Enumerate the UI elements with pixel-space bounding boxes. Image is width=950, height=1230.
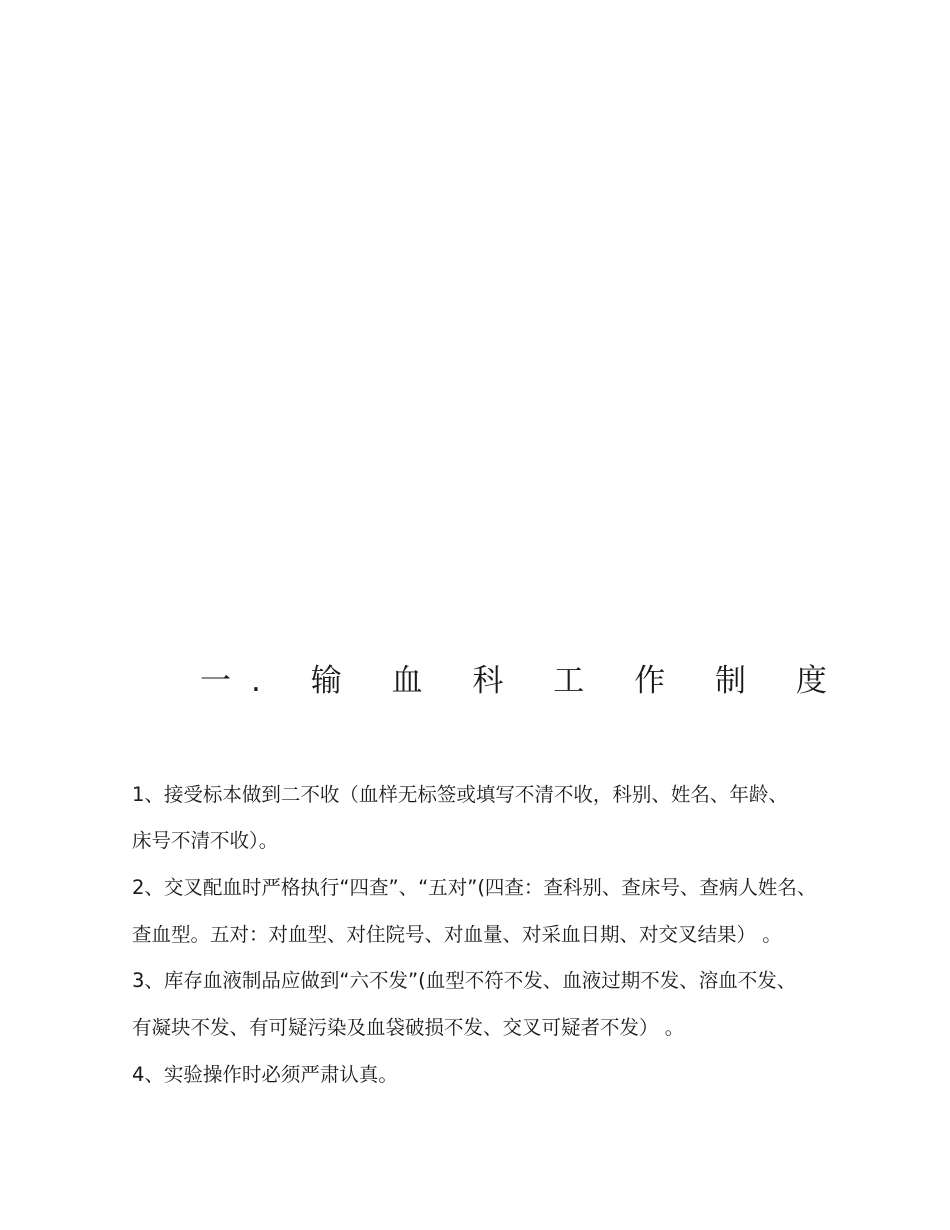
- rule-1-line-1: 1、接受标本做到二不收（血样无标签或填写不清不收，科别、姓名、年龄、: [132, 783, 788, 806]
- document-title: 一. 输 血 科 工 作 制 度: [200, 663, 847, 699]
- rule-2-line-2: 查血型。五对：对血型、对住院号、对血量、对采血日期、对交叉结果） 。: [132, 923, 782, 946]
- rule-3-line-1: 3、库存血液制品应做到“六不发”(血型不符不发、血液过期不发、溶血不发、: [132, 969, 797, 992]
- rule-3-line-2: 有凝块不发、有可疑污染及血袋破损不发、交叉可疑者不发） 。: [132, 1016, 685, 1039]
- rule-2-line-1: 2、交叉配血时严格执行“四查”、“五对”(四查：查科别、查床号、查病人姓名、: [132, 876, 817, 899]
- rule-1-line-2: 床号不清不收）。: [132, 829, 279, 852]
- rule-4-line-1: 4、实验操作时必须严肃认真。: [132, 1063, 398, 1086]
